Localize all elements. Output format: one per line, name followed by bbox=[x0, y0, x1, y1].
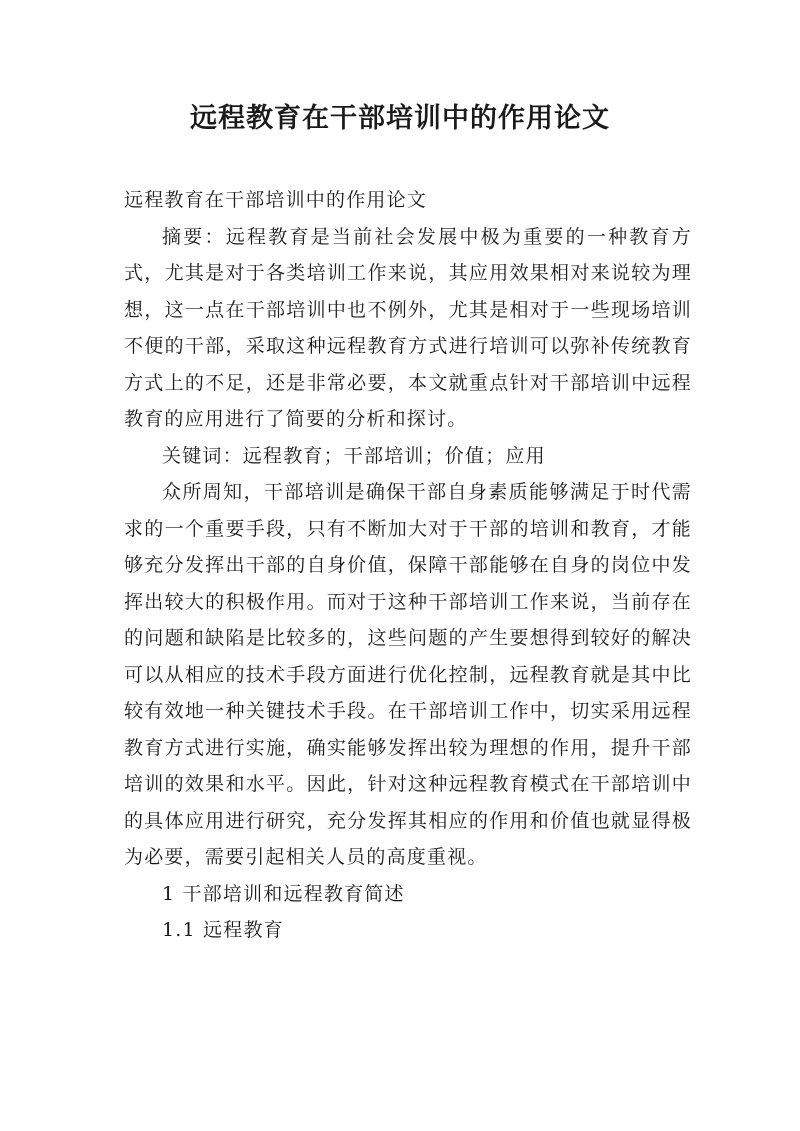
keywords-paragraph: 关键词：远程教育；干部培训；价值；应用 bbox=[162, 444, 546, 467]
document-subtitle: 远程教育在干部培训中的作用论文 bbox=[124, 189, 428, 211]
section-heading-1: 1 干部培训和远程教育简述 bbox=[162, 882, 405, 905]
abstract-paragraph: 摘要：远程教育是当前社会发展中极为重要的一种教育方式，尤其是对于各类培训工作来说，其应用效果相对来说较为理想，这一点在干部培训中也不例外，尤其是相对于一些现场培训不便的干部，采取这种远程教育方式进行培训可以弥补传统教育方式上的不足，还是非常必要，本文就重点针对干部培训中远程教育的应用进行了简要的分析和探讨。 bbox=[124, 225, 692, 430]
intro-paragraph: 众所周知，干部培训是确保干部自身素质能够满足于时代需求的一个重要手段，只有不断加大对于干部的培训和教育，才能够充分发挥出干部的自身价值，保障干部能够在自身的岗位中发挥出较大的积极作用。而对于这种干部培训工作来说，当前存在的问题和缺陷是比较多的，这些问题的产生要想得到较好的解决可以从相应的技术手段方面进行优化控制，远程教育就是其中比较有效地一种关键技术手段。在干部培训工作中，切实采用远程教育方式进行实施，确实能够发挥出较为理想的作用，提升干部培训的效果和水平。因此，针对这种远程教育模式在干部培训中的具体应用进行研究，充分发挥其相应的作用和价值也就显得极为必要，需要引起相关人员的高度重视。 bbox=[124, 481, 692, 868]
document-title: 远程教育在干部培训中的作用论文 bbox=[190, 103, 610, 134]
section-heading-1-1: 1.1 远程教育 bbox=[162, 919, 284, 941]
document-body bbox=[124, 182, 692, 949]
